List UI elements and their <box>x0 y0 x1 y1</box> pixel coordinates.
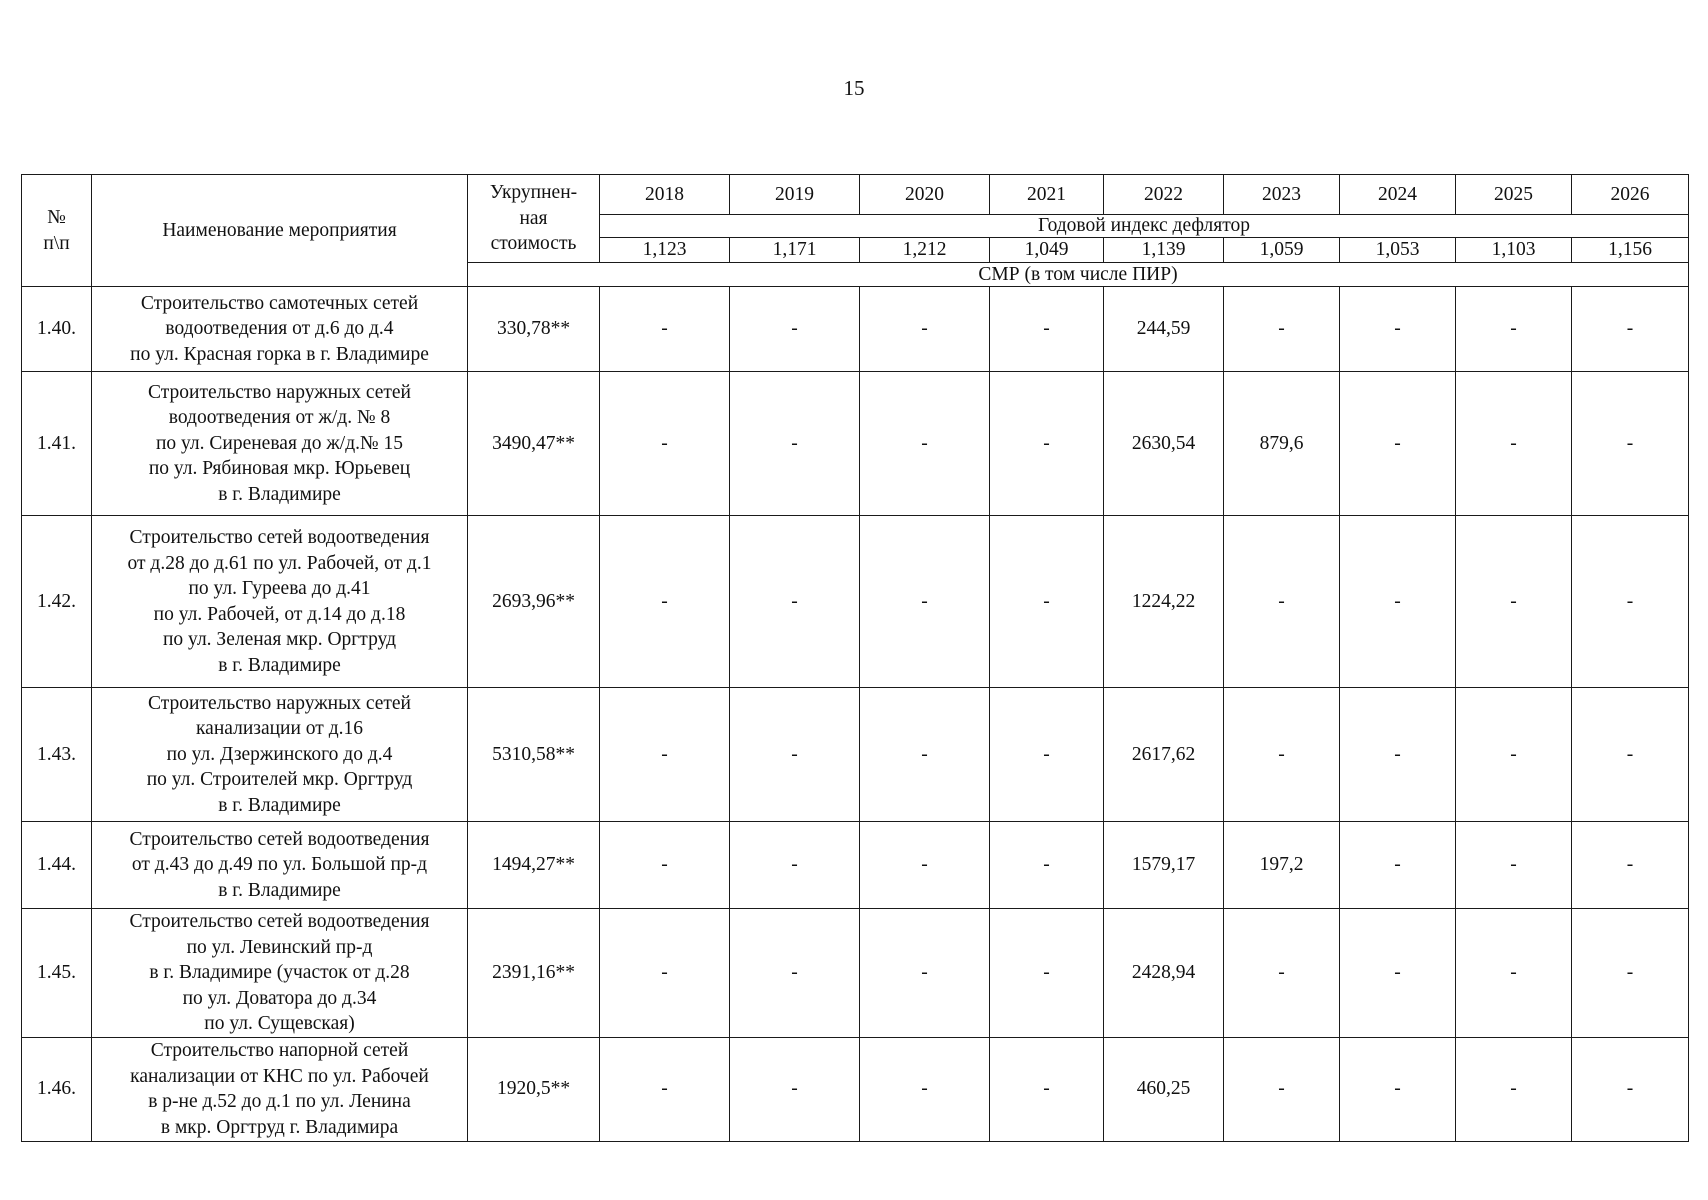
row-value: - <box>1572 822 1689 909</box>
row-value: - <box>730 822 860 909</box>
row-value: 197,2 <box>1224 822 1340 909</box>
row-value: - <box>860 372 990 516</box>
page-number: 15 <box>843 76 865 100</box>
row-value: - <box>1572 516 1689 688</box>
row-value: - <box>1456 1037 1572 1141</box>
header-year: 2026 <box>1572 175 1689 215</box>
row-value: - <box>860 909 990 1038</box>
header-year: 2021 <box>990 175 1104 215</box>
deflator-label: Годовой индекс дефлятор <box>600 215 1689 238</box>
row-value: - <box>860 688 990 822</box>
header-year: 2024 <box>1340 175 1456 215</box>
row-value: - <box>730 372 860 516</box>
table-row <box>22 688 1689 822</box>
table-row <box>22 287 1689 372</box>
row-value: - <box>990 1037 1104 1141</box>
row-name: Строительство сетей водоотведения от д.43 до д.49 по ул. Большой пр-д в г. Владимире <box>92 822 468 909</box>
row-value: - <box>1340 516 1456 688</box>
row-value: - <box>1340 688 1456 822</box>
row-num: 1.41. <box>22 372 92 516</box>
row-name: Строительство сетей водоотведения от д.28 до д.61 по ул. Рабочей, от д.1 по ул. Гуреева до д.41 по ул. Рабочей, от д.14 до д.18 по ул. Зеленая мкр. Оргтруд в г. Владимире <box>92 516 468 688</box>
row-value: - <box>990 372 1104 516</box>
deflator-value: 1,059 <box>1224 238 1340 263</box>
row-value: 1224,22 <box>1104 516 1224 688</box>
row-num: 1.43. <box>22 688 92 822</box>
row-value: - <box>1572 372 1689 516</box>
row-value: 2630,54 <box>1104 372 1224 516</box>
row-value: - <box>600 909 730 1038</box>
row-value: 879,6 <box>1224 372 1340 516</box>
deflator-value: 1,156 <box>1572 238 1689 263</box>
row-cost: 3490,47** <box>468 372 600 516</box>
row-value: - <box>600 287 730 372</box>
row-value: - <box>1572 688 1689 822</box>
deflator-value: 1,171 <box>730 238 860 263</box>
row-value: - <box>1456 287 1572 372</box>
header-year: 2022 <box>1104 175 1224 215</box>
row-value: - <box>1456 909 1572 1038</box>
header-cost: Укрупнен- ная стоимость <box>468 175 600 263</box>
row-value: 244,59 <box>1104 287 1224 372</box>
header-name: Наименование мероприятия <box>92 175 468 287</box>
row-num: 1.44. <box>22 822 92 909</box>
table-row <box>22 516 1689 688</box>
row-value: - <box>1340 822 1456 909</box>
row-value: - <box>860 822 990 909</box>
deflator-value: 1,053 <box>1340 238 1456 263</box>
table-row <box>22 1037 1689 1141</box>
header-year: 2023 <box>1224 175 1340 215</box>
row-value: 460,25 <box>1104 1037 1224 1141</box>
row-value: - <box>990 287 1104 372</box>
row-num: 1.40. <box>22 287 92 372</box>
table-row <box>22 909 1689 1038</box>
row-value: - <box>1572 287 1689 372</box>
row-cost: 1920,5** <box>468 1037 600 1141</box>
row-value: 1579,17 <box>1104 822 1224 909</box>
row-value: - <box>600 822 730 909</box>
row-value: - <box>1456 372 1572 516</box>
row-value: - <box>600 516 730 688</box>
row-value: - <box>730 909 860 1038</box>
row-value: - <box>1340 287 1456 372</box>
deflator-value: 1,103 <box>1456 238 1572 263</box>
deflator-value: 1,049 <box>990 238 1104 263</box>
row-num: 1.45. <box>22 909 92 1038</box>
row-name: Строительство напорной сетей канализации от КНС по ул. Рабочей в р-не д.52 до д.1 по ул. Ленина в мкр. Оргтруд г. Владимира <box>92 1037 468 1141</box>
header-years-row <box>22 175 1689 215</box>
row-name: Строительство самотечных сетей водоотведения от д.6 до д.4 по ул. Красная горка в г. Владимире <box>92 287 468 372</box>
row-value: 2617,62 <box>1104 688 1224 822</box>
row-value: - <box>1224 287 1340 372</box>
row-value: - <box>1224 1037 1340 1141</box>
row-value: - <box>1224 909 1340 1038</box>
smr-label: СМР (в том числе ПИР) <box>468 263 1689 287</box>
row-cost: 330,78** <box>468 287 600 372</box>
row-cost: 2693,96** <box>468 516 600 688</box>
row-value: 2428,94 <box>1104 909 1224 1038</box>
investment-table <box>21 174 1689 1142</box>
row-value: - <box>600 372 730 516</box>
row-value: - <box>730 287 860 372</box>
row-name: Строительство сетей водоотведения по ул. Левинский пр-д в г. Владимире (участок от д.28 по ул. Доватора до д.34 по ул. Сущевская) <box>92 909 468 1038</box>
row-value: - <box>1456 822 1572 909</box>
header-num: № п\п <box>22 175 92 287</box>
table-row <box>22 372 1689 516</box>
row-value: - <box>730 516 860 688</box>
row-value: - <box>1572 909 1689 1038</box>
row-value: - <box>860 516 990 688</box>
row-value: - <box>730 688 860 822</box>
row-value: - <box>730 1037 860 1141</box>
deflator-value: 1,139 <box>1104 238 1224 263</box>
row-value: - <box>860 287 990 372</box>
row-value: - <box>860 1037 990 1141</box>
row-value: - <box>1340 372 1456 516</box>
row-name: Строительство наружных сетей водоотведения от ж/д. № 8 по ул. Сиреневая до ж/д.№ 15 по ул. Рябиновая мкр. Юрьевец в г. Владимире <box>92 372 468 516</box>
row-value: - <box>1572 1037 1689 1141</box>
row-value: - <box>990 688 1104 822</box>
row-value: - <box>600 1037 730 1141</box>
row-name: Строительство наружных сетей канализации от д.16 по ул. Дзержинского до д.4 по ул. Строителей мкр. Оргтруд в г. Владимире <box>92 688 468 822</box>
row-cost: 2391,16** <box>468 909 600 1038</box>
row-num: 1.46. <box>22 1037 92 1141</box>
row-value: - <box>990 822 1104 909</box>
row-value: - <box>990 909 1104 1038</box>
row-value: - <box>1224 516 1340 688</box>
row-value: - <box>1456 688 1572 822</box>
deflator-value: 1,212 <box>860 238 990 263</box>
header-year: 2020 <box>860 175 990 215</box>
row-value: - <box>990 516 1104 688</box>
row-value: - <box>1340 1037 1456 1141</box>
row-value: - <box>600 688 730 822</box>
row-num: 1.42. <box>22 516 92 688</box>
header-year: 2019 <box>730 175 860 215</box>
header-year: 2025 <box>1456 175 1572 215</box>
table-row <box>22 822 1689 909</box>
row-value: - <box>1340 909 1456 1038</box>
row-cost: 5310,58** <box>468 688 600 822</box>
deflator-value: 1,123 <box>600 238 730 263</box>
row-value: - <box>1224 688 1340 822</box>
header-year: 2018 <box>600 175 730 215</box>
row-value: - <box>1456 516 1572 688</box>
row-cost: 1494,27** <box>468 822 600 909</box>
